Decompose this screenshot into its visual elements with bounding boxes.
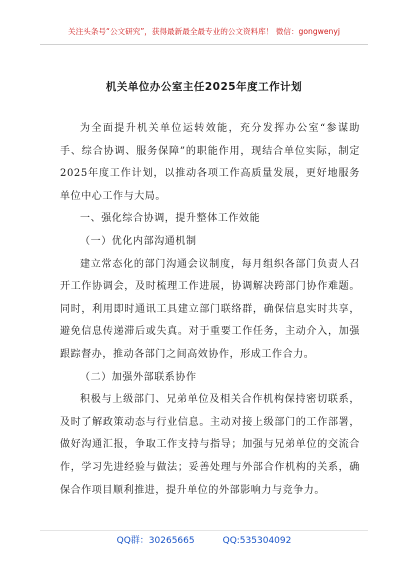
footer xyxy=(0,533,408,546)
footer-qq-contact: QQ:535304092 xyxy=(222,536,292,546)
section-heading-1: 一、强化综合协调，提升整体工作效能 xyxy=(80,213,261,225)
intro-paragraph: 为全面提升机关单位运转效能，充分发挥办公室“参谋助手、综合协调、服务保障”的职能作用，现结合单位实际，制定2025年度工作计划，以推动各项工作高质量发展，更好地服务单位中心工作与大局。 xyxy=(60,123,360,202)
subsection-heading-1-1: （一）优化内部沟通机制 xyxy=(80,235,197,247)
document-body xyxy=(60,118,360,502)
document-title: 机关单位办公室主任2025年度工作计划 xyxy=(105,81,303,93)
paragraph-1-1: 建立常态化的部门沟通会议制度，每月组织各部门负责人召开工作协调会，及时梳理工作进展，协调解决跨部门协作难题。同时，利用即时通讯工具建立部门联络群，确保信息实时共享，避免信息传递滞后或失真。对于重要工作任务，主动介入，加强跟踪督办，推动各部门之间高效协作，形成工作合力。 xyxy=(60,258,360,360)
footer-divider xyxy=(40,530,368,531)
subsection-heading-1-2: （二）加强外部联系协作 xyxy=(80,371,197,383)
top-banner: 关注头条号“公文研究”，获得最新最全最专业的公文资料库！ 微信：gongwenyj xyxy=(68,27,340,36)
header-divider xyxy=(40,44,368,45)
paragraph-1-2: 积极与上级部门、兄弟单位及相关合作机构保持密切联系，及时了解政策动态与行业信息。主动对接上级部门的工作部署，做好沟通汇报，争取工作支持与指导；加强与兄弟单位的交流合作，学习先进经验与做法；妥善处理与外部合作机构的关系，确保合作项目顺利推进，提升单位的外部影响力与竞争力。 xyxy=(60,394,360,496)
footer-qq-group: QQ群：30265665 xyxy=(116,536,195,546)
